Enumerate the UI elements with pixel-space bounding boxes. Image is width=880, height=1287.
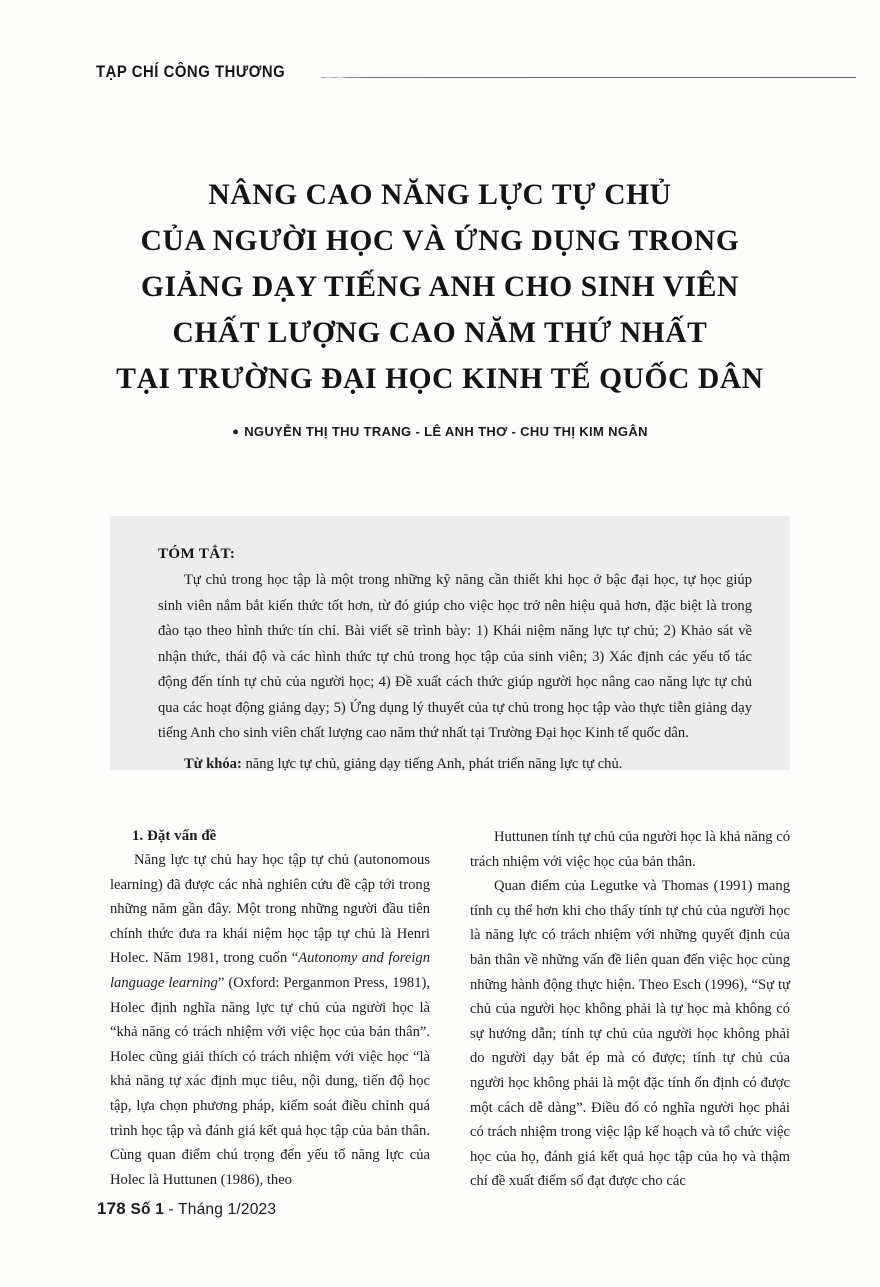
left-paragraph-post: ” (Oxford: Perganmon Press, 1981), Holec định nghĩa năng lực tự chủ của người học là “khả năng có trách nhiệm với việc học của bản thân”. Holec cũng giải thích có trách nhiệm với việc học “là khả năng tự xác định mục tiêu, nội dung, tiến độ học tập, lựa chọn phương pháp, kiểm soát điều chỉnh quá trình học tập và đánh giá kết quả học tập của bản thân. Cùng quan điểm chú trọng đến yếu tố năng lực của Holec là Huttunen (1986), theo [110,974,431,1188]
right-paragraph-2: Quan điểm của Legutke và Thomas (1991) mang tính cụ thể hơn khi cho thấy tính tự chủ của người học là năng lực có trách nhiệm với những quyết định của bản thân về những vấn đề liên quan đến việc học cùng những hành động thực hiện. Theo Esch (1996), “Sự tự chủ của người học không phải là tự học mà không có sự hướng dẫn; tính tự chủ của người học không phải do người dạy bắt ép mà có được; tính tự chủ của người học không phải là một đặc tính ổn định có được một cách dễ dàng”. Điều đó có nghĩa người học phải có trách nhiệm trong việc lập kế hoạch và tổ chức việc học của họ, đánh giá kết quả học tập của họ và thậm chí đề xuất điểm số đạt được cho các [470,878,790,1190]
title-line-4: CHẤT LƯỢNG CAO NĂM THỨ NHẤT [172,316,708,349]
abstract-keywords [158,752,752,778]
body-columns [110,825,790,1190]
left-paragraph-pre: Năng lực tự chủ hay học tập tự chủ (autonomous learning) đã được các nhà nghiên cứu đề cập tới trong những năm gần đây. Một trong những người đầu tiên chính thức đưa ra khái niệm học tập tự chủ là Henri Holec. Năm 1981, trong cuốn “ [110,852,430,967]
author-byline [70,424,810,439]
title-line-5: TẠI TRƯỜNG ĐẠI HỌC KINH TẾ QUỐC DÂN [116,362,764,395]
keywords-label: Từ khóa: [184,755,242,772]
abstract-body: Tự chủ trong học tập là một trong những kỹ năng cần thiết khi học ở bậc đại học, tự học giúp sinh viên nắm bắt kiến thức tốt hơn, từ đó giúp cho việc học trở nên hiệu quả hơn, đặc biệt là trong đào tạo theo hình thức tín chỉ. Bài viết sẽ trình bày: 1) Khái niệm năng lực tự chủ; 2) Khảo sát về nhận thức, thái độ và các hình thức tự chủ trong học tập của sinh viên; 3) Xác định các yếu tố tác động đến tính tự chủ của người học; 4) Đề xuất cách thức giúp người học nâng cao năng lực tự chủ qua các hoạt động giảng dạy; 5) Ứng dụng lý thuyết của tự chủ trong học tập vào thực tiễn giảng dạy tiếng Anh cho sinh viên chất lượng cao năm thứ nhất tại Trường Đại học Kinh tế quốc dân. [158,572,752,741]
masthead-divider [320,77,856,78]
right-paragraph-1: Huttunen tính tự chủ của người học là khả năng có trách nhiệm với việc học của bản thân. [470,829,790,870]
masthead-title: TẠP CHÍ CÔNG THƯƠNG [96,63,286,81]
section-heading: 1. Đặt vấn đề [132,828,217,844]
title-line-2: CỦA NGƯỜI HỌC VÀ ỨNG DỤNG TRONG [140,224,740,257]
page-footer [97,1199,276,1219]
left-paragraph [110,848,430,1192]
keywords-value: năng lực tự chủ, giảng dạy tiếng Anh, phát triển năng lực tự chủ. [241,755,623,772]
footer-date: - Tháng 1/2023 [164,1201,277,1218]
footer-issue: Số 1 [130,1201,165,1218]
abstract-box [110,516,790,770]
article-title [70,172,810,402]
author-names: NGUYỄN THỊ THU TRANG - LÊ ANH THƠ - CHU THỊ KIM NGÂN [244,424,648,439]
footer-page-number: 178 [97,1199,126,1218]
bullet-icon: ● [232,426,240,438]
masthead [96,64,856,81]
title-line-1: NÂNG CAO NĂNG LỰC TỰ CHỦ [208,178,672,211]
title-line-3: GIẢNG DẠY TIẾNG ANH CHO SINH VIÊN [141,270,739,303]
column-left [110,825,431,1188]
cited-book-title: Autonomy and foreign language learning [110,950,430,991]
abstract-heading: TÓM TẮT: [158,546,236,562]
column-right [470,825,790,1190]
